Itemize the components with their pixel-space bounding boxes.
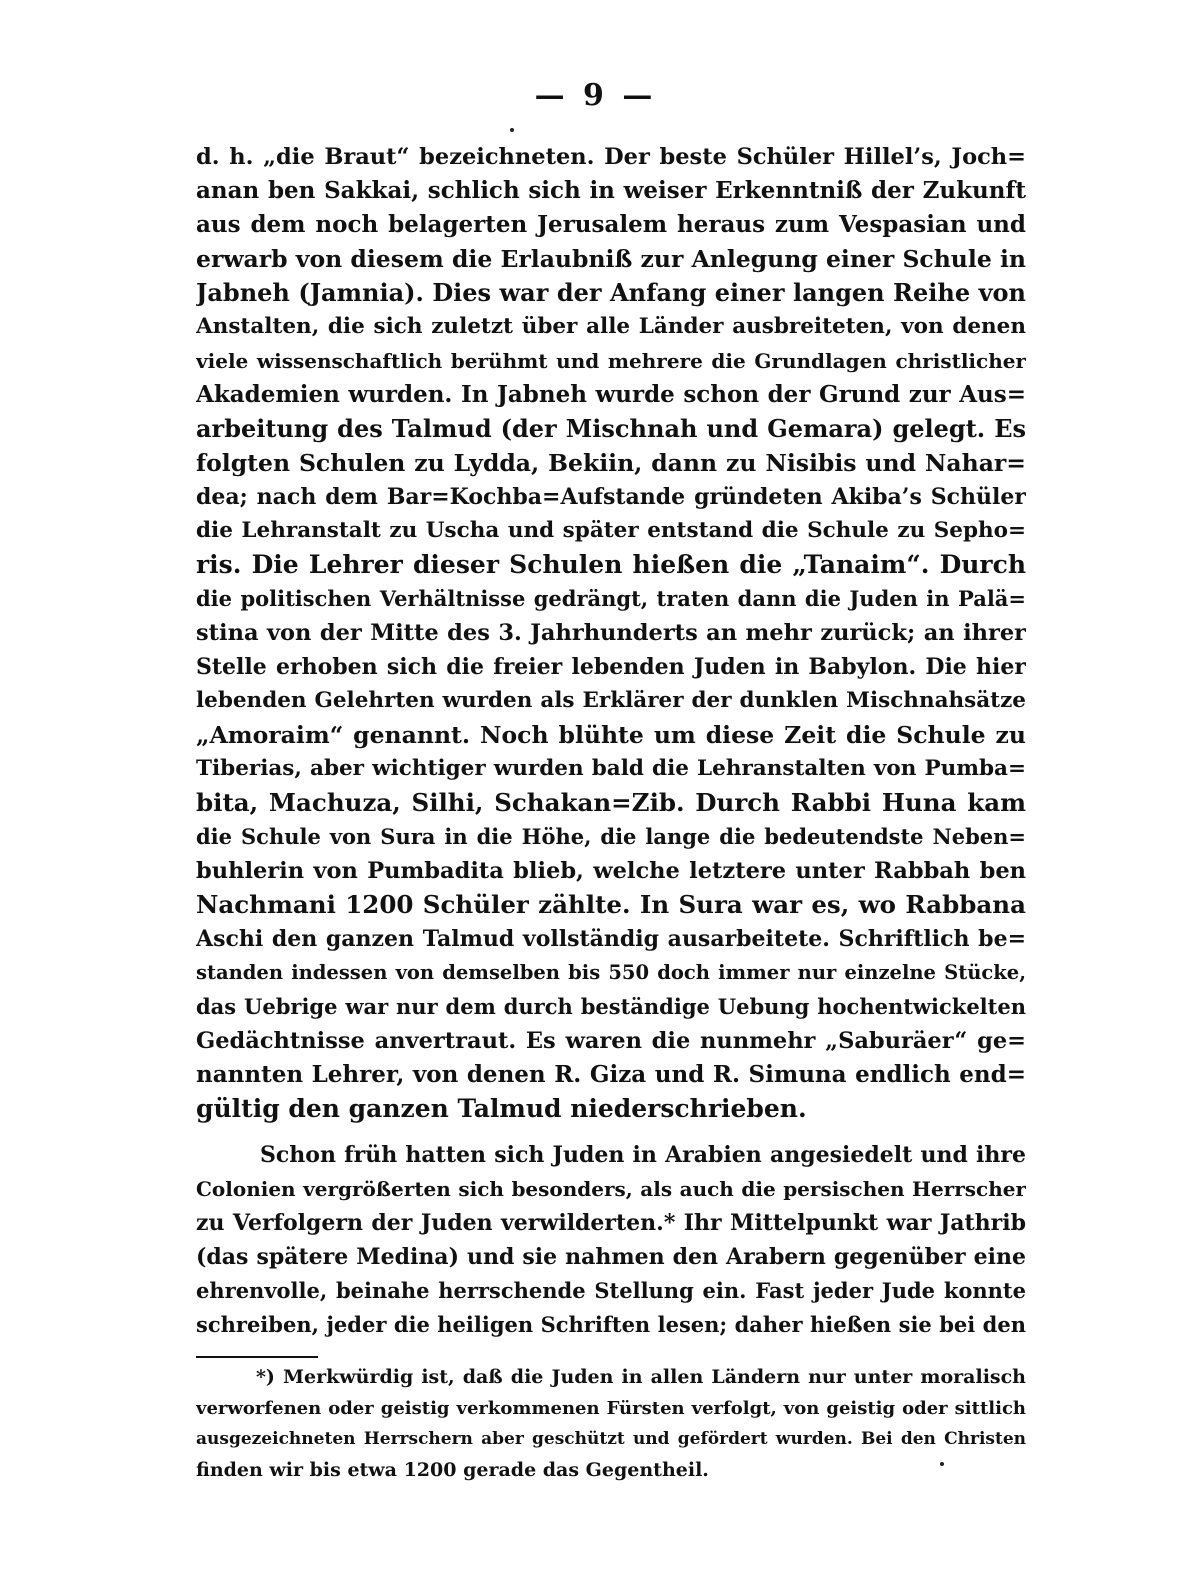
text-line: folgten Schulen zu Lydda, Bekiin, dann zu Nisibis und Nahar= xyxy=(196,449,1026,477)
text-line: d. h. „die Braut“ bezeichneten. Der beste Schüler Hillel’s, Joch= xyxy=(196,144,1026,170)
text-line: bita, Machuza, Silhi, Schakan=Zib. Durch Rabbi Huna kam xyxy=(196,788,1026,817)
text-line: aus dem noch belagerten Jerusalem heraus zum Vespasian und xyxy=(196,211,1026,238)
text-line: dea; nach dem Bar=Kochba=Aufstande gründeten Akiba’s Schüler xyxy=(196,484,1026,510)
text-line: erwarb von diesem die Erlaubniß zur Anlegung einer Schule in xyxy=(196,245,1026,273)
text-line: Gedächtnisse anvertraut. Es waren die nunmehr „Saburäer“ ge= xyxy=(196,1028,1026,1054)
text-line: die Lehranstalt zu Uscha und später entstand die Schule zu Sepho= xyxy=(196,518,1026,543)
text-line: Aschi den ganzen Talmud vollständig ausarbeitete. Schriftlich be= xyxy=(196,926,1026,952)
text-line: Tiberias, aber wichtiger wurden bald die Lehranstalten von Pumba= xyxy=(196,756,1026,781)
text-line: nannten Lehrer, von denen R. Giza und R. Simuna endlich end= xyxy=(196,1061,1026,1088)
text-line: arbeitung des Talmud (der Mischnah und Gemara) gelegt. Es xyxy=(196,414,1026,443)
text-line: Akademien wurden. In Jabneh wurde schon der Grund zur Aus= xyxy=(196,381,1026,408)
text-line: standen indessen von demselben bis 550 doch immer nur einzelne Stücke, xyxy=(196,961,1026,984)
footnote-line: finden wir bis etwa 1200 gerade das Gegentheil. xyxy=(196,1459,709,1481)
footnote-divider xyxy=(196,1356,318,1358)
footnote-line: ausgezeichneten Herrschern aber geschützt und gefördert wurden. Bei den Christen xyxy=(196,1429,1026,1449)
text-line: gültig den ganzen Talmud niederschrieben. xyxy=(196,1094,807,1123)
text-line: ris. Die Lehrer dieser Schulen hießen die „Tanaim“. Durch xyxy=(196,550,1026,579)
text-line: stina von der Mitte des 3. Jahrhunderts an mehr zurück; an ihrer xyxy=(196,620,1026,646)
footnote-line: verworfenen oder geistig verkommenen Fürsten verfolgt, von geistig oder sittlich xyxy=(196,1398,1026,1419)
text-line: ehrenvolle, beinahe herrschende Stellung ein. Fast jeder Jude konnte xyxy=(196,1278,1026,1303)
text-line: zu Verfolgern der Juden verwilderten.* Ihr Mittelpunkt war Jathrib xyxy=(196,1210,1026,1236)
text-line: lebenden Gelehrten wurden als Erklärer der dunklen Mischnahsätze xyxy=(196,688,1026,713)
text-line: buhlerin von Pumbadita blieb, welche letztere unter Rabbah ben xyxy=(196,858,1026,884)
text-line: Stelle erhoben sich die freier lebenden Juden in Babylon. Die hier xyxy=(196,654,1026,680)
print-speck xyxy=(510,128,514,132)
page-number: — 9 — xyxy=(534,78,657,113)
text-line: die politischen Verhältnisse gedrängt, traten dann die Juden in Palä= xyxy=(196,586,1026,611)
footnote-line: *) Merkwürdig ist, daß die Juden in allen Ländern nur unter moralisch xyxy=(256,1366,1026,1388)
text-line: Anstalten, die sich zuletzt über alle Länder ausbreiteten, von denen xyxy=(196,314,1026,339)
paragraph-1 xyxy=(196,140,1026,1126)
text-line: viele wissenschaftlich berühmt und mehrere die Grundlagen christlicher xyxy=(196,349,1026,373)
text-line: das Uebrige war nur dem durch beständige Uebung hochentwickelten xyxy=(196,994,1026,1019)
text-line: Colonien vergrößerten sich besonders, als auch die persischen Herrscher xyxy=(196,1177,1026,1201)
text-line: Schon früh hatten sich Juden in Arabien angesiedelt und ihre xyxy=(260,1142,1026,1168)
text-line: die Schule von Sura in die Höhe, die lange die bedeutendste Neben= xyxy=(196,824,1026,849)
text-line: anan ben Sakkai, schlich sich in weiser Erkenntniß der Zukunft xyxy=(196,177,1026,204)
print-speck xyxy=(940,1462,944,1466)
text-line: Jabneh (Jamnia). Dies war der Anfang einer langen Reihe von xyxy=(196,278,1026,307)
paragraph-2 xyxy=(196,1138,1026,1342)
footnote xyxy=(196,1362,1026,1486)
text-line: „Amoraim“ genannt. Noch blühte um diese Zeit die Schule zu xyxy=(196,721,1026,749)
text-line: (das spätere Medina) und sie nahmen den Arabern gegenüber eine xyxy=(196,1244,1026,1270)
text-line: Nachmani 1200 Schüler zählte. In Sura war es, wo Rabbana xyxy=(196,890,1026,919)
text-line: schreiben, jeder die heiligen Schriften lesen; daher hießen sie bei den xyxy=(196,1312,1026,1337)
